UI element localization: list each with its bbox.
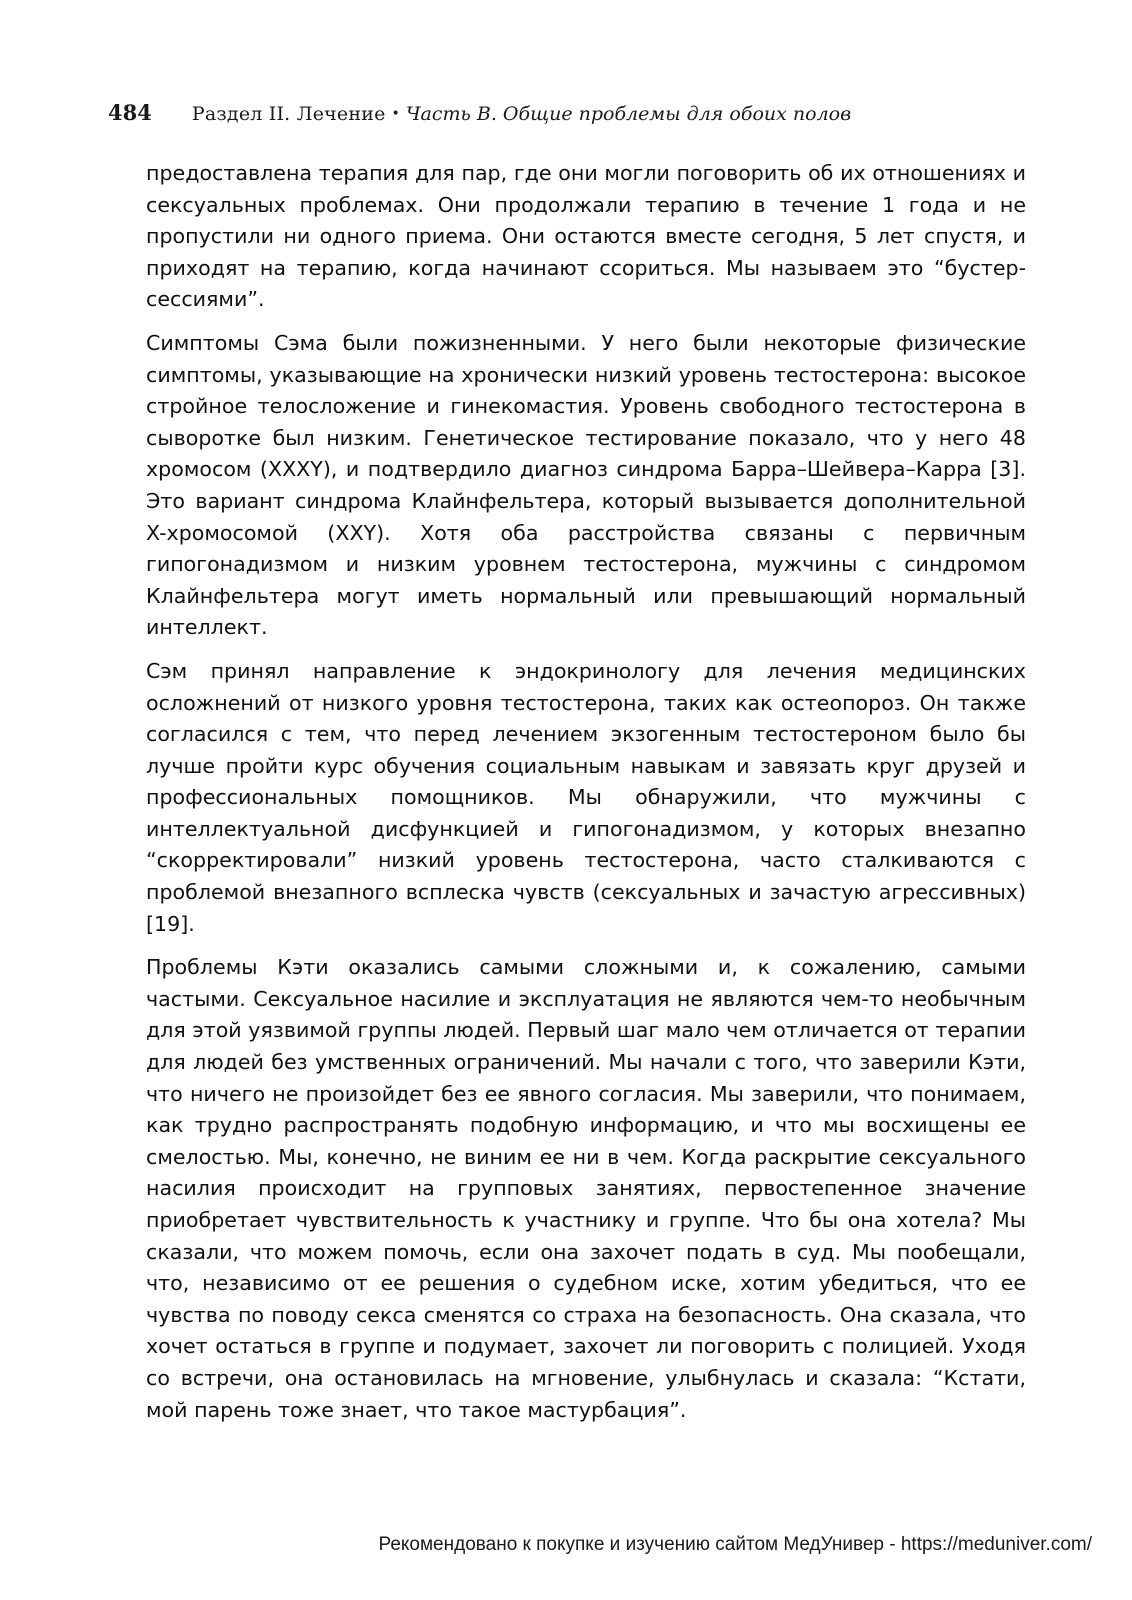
- running-header: [108, 100, 1028, 132]
- paragraph-sam-symptoms: Симптомы Сэма были пожизненными. У него были некоторые физические симптомы, указывающие на хронически низкий уровень тестостерона: высокое стройное телосложение и гинекомастия. Уровень свободного тестостерона в сыворотке был низким. Генетическое тестирование показало, что у него 48 хромосом (XXXY), и подтвердило диагноз синдрома Барра–Шейвера–Карра [3]. Это вариант синдрома Клайнфельтера, который вызывается дополнительной X-хромосомой (XXY). Хотя оба расстройства связаны с первичным гипогонадизмом и низким уровнем тестостерона, мужчины с синдромом Клайнфельтера могут иметь нормальный или превышающий нормальный интеллект.: [146, 330, 1026, 640]
- header-bullet-icon: •: [391, 106, 400, 122]
- part-title: Часть B. Общие проблемы для обоих полов: [405, 103, 852, 125]
- page-number: 484: [108, 100, 152, 125]
- section-title: Раздел II. Лечение: [191, 103, 386, 125]
- paragraph-couples-therapy: предоставлена терапия для пар, где они могли поговорить об их отношениях и сексуальных проблемах. Они продолжали терапию в течение 1 года и не пропустили ни одного приема. Они остаются вместе сегодня, 5 лет спустя, и приходят на терапию, когда начинают ссориться. Мы называем это “бустер-сессиями”.: [146, 161, 1026, 312]
- paragraph-katie-problems: Проблемы Кэти оказались самыми сложными и, к сожалению, самыми частыми. Сексуальное насилие и эксплуатация не являются чем-то необычным для этой уязвимой группы людей. Первый шаг мало чем отличается от терапии для людей без умственных ограничений. Мы начали с того, что заверили Кэти, что ничего не произойдет без ее явного согласия. Мы заверили, что понимаем, как трудно распространять подобную информацию, и что мы восхищены ее смелостью. Мы, конечно, не виним ее ни в чем. Когда раскрытие сексуального насилия происходит на групповых занятиях, первостепенное значение приобретает чувствительность к участнику и группе. Что бы она хотела? Мы сказали, что можем помочь, если она захочет подать в суд. Мы пообещали, что, независимо от ее решения о судебном иске, хотим убедиться, что ее чувства по поводу секса сменятся со страха на безопасность. Она сказала, что хочет остаться в группе и подумает, захочет ли поговорить с полицией. Уходя со встречи, она остановилась на мгновение, улыбнулась и сказала: “Кстати, мой парень тоже знает, что такое мастурбация”.: [146, 955, 1026, 1422]
- page-body: [146, 158, 1026, 1436]
- paragraph-sam-treatment: Сэм принял направление к эндокринологу для лечения медицинских осложнений от низкого уровня тестостерона, таких как остеопороз. Он также согласился с тем, что перед лечением экзогенным тестостероном было бы лучше пройти курс обучения социальным навыкам и завязать круг друзей и профессиональных помощников. Мы обнаружили, что мужчины с интеллектуальной дисфункцией и гипогонадизмом, у которых внезапно “скорректировали” низкий уровень тестостерона, часто сталкиваются с проблемой внезапного всплеска чувств (сексуальных и зачастую агрессивных) [19].: [146, 658, 1026, 936]
- footer-recommendation: Рекомендовано к покупке и изучению сайтом МедУнивер - https://meduniver.com/: [378, 1534, 1092, 1555]
